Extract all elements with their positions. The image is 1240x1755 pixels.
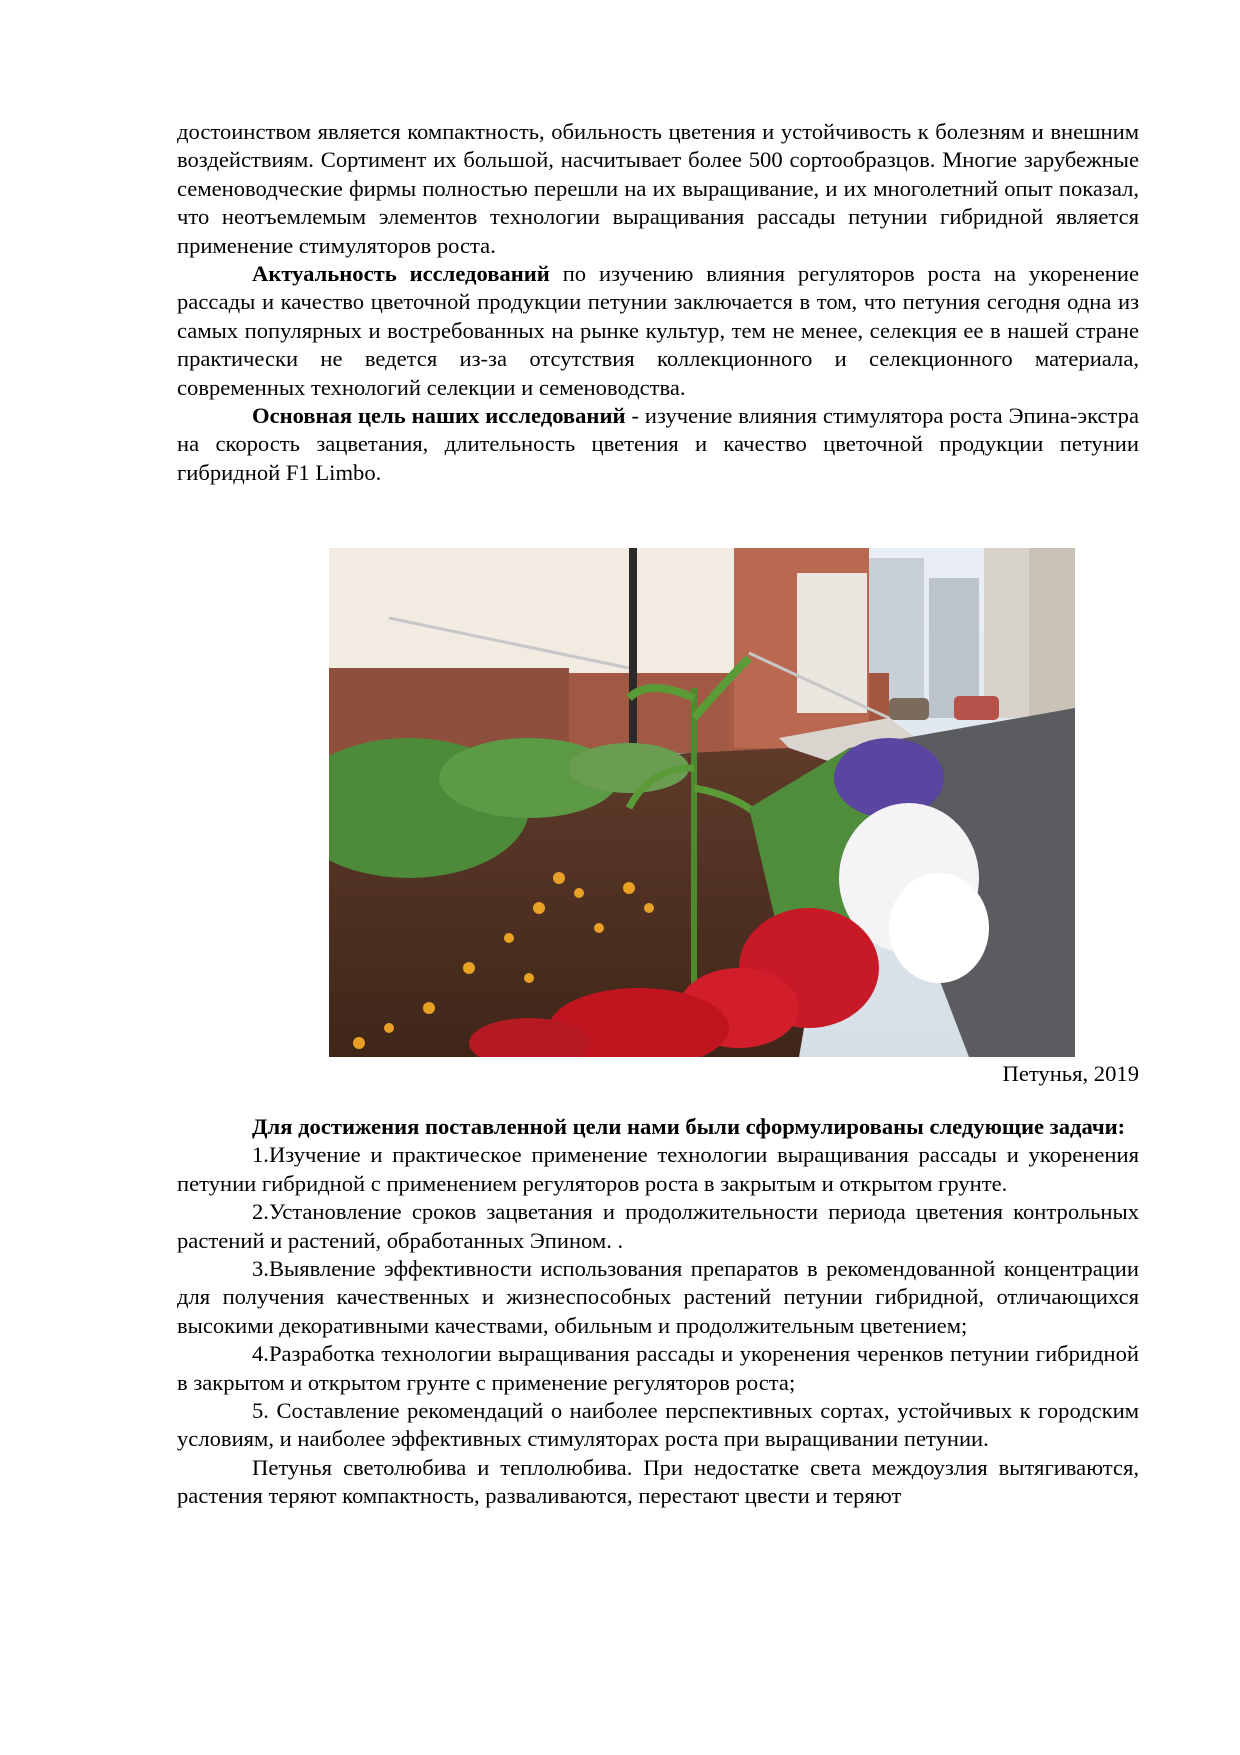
paragraph-intro: достоинством является компактность, обильность цветения и устойчивость к болезням и внешним воздействиям. Сортимент их большой, насчитывает более 500 сортообразцов. Многие зарубежные семеноводческие фирмы полностью перешли на их выращивание, и их многолетний опыт показал, что неотъемлемым элементов технологии выращивания рассады петунии гибридной является применение стимуляторов роста. bbox=[177, 119, 1139, 258]
goal-heading: Основная цель наших исследований bbox=[252, 403, 626, 429]
relevance-text: по изучению влияния регуляторов роста на укоренение рассады и качество цветочной продукции петунии заключается в том, что петуния сегодня одна из самых популярных и востребованных на рынке культур, тем не менее, селекция ее в нашей стране практически не ведется из-за отсутствия коллекционного и селекционного материала, современных технологий селекции и семеноводства. bbox=[177, 261, 1139, 400]
goal-text: - изучение влияния стимулятора роста Эпина-экстра на скорость зацветания, длительность цветения и качество цветочной продукции петунии гибридной F1 Limbo. bbox=[177, 403, 1139, 485]
task-item-3: 3.Выявление эффективности использования препаратов в рекомендованной концентрации для получения качественных и жизнеспособных растений петунии гибридной, отличающихся высокими декоративными качествами, обильным и продолжительным цветением; bbox=[177, 1256, 1139, 1338]
task-item-2: 2.Установление сроков зацветания и продолжительности периода цветения контрольных растений и растений, обработанных Эпином. . bbox=[177, 1199, 1139, 1253]
relevance-heading: Актуальность исследований bbox=[252, 261, 550, 287]
figure-caption: Петунья, 2019 bbox=[1002, 1061, 1139, 1086]
task-item-1: 1.Изучение и практическое применение технологии выращивания рассады и укоренения петунии гибридной с применением регуляторов роста в закрытым и открытом грунте. bbox=[177, 1142, 1139, 1196]
document-body-top bbox=[177, 118, 1139, 487]
document-body-bottom bbox=[177, 1113, 1139, 1511]
tasks-heading-text: Для достижения поставленной цели нами были сформулированы следующие задачи: bbox=[252, 1114, 1126, 1139]
paragraph-final: Петунья светолюбива и теплолюбива. При недостатке света междоузлия вытягиваются, растения теряют компактность, разваливаются, перестают цвести и теряют bbox=[177, 1454, 1139, 1509]
tasks-heading bbox=[177, 1113, 1139, 1141]
flowerbed-photo bbox=[329, 548, 1075, 1057]
task-item-5: 5. Составление рекомендаций о наиболее перспективных сортах, устойчивых к городским условиям, и наиболее эффективных стимуляторах роста при выращивании петунии. bbox=[177, 1398, 1139, 1452]
paragraph-goal bbox=[177, 402, 1139, 487]
task-item-4: 4.Разработка технологии выращивания рассады и укоренения черенков петунии гибридной в закрытом и открытом грунте с применение регуляторов роста; bbox=[177, 1341, 1139, 1395]
paragraph-relevance bbox=[177, 260, 1139, 402]
